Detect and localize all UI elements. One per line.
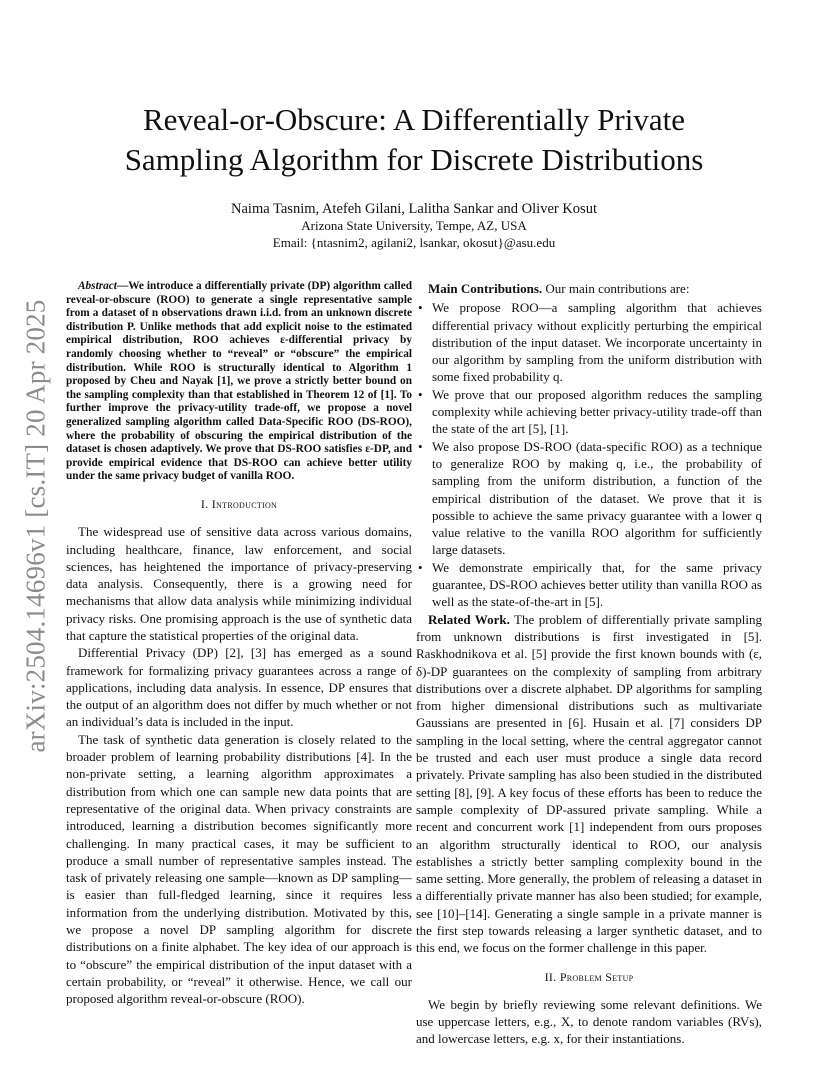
related-work-paragraph: [416, 611, 762, 957]
section-number: I.: [200, 496, 209, 511]
author-emails: Email: {ntasnim2, agilani2, lsankar, okosut}@asu.edu: [272, 235, 556, 250]
section-heading-introduction: [66, 496, 412, 513]
related-work-text: The problem of differentially private sampling from unknown distributions is first investigated in [5]. Raskhodnikova et al. [5] provide the first known bounds with (ε, δ)-DP guarantees on the complexity of sampling from arbitrary distributions over a discrete alphabet. DP algorithms for sampling from higher dimensional distributions such as multivariate Gaussians are presented in [6]. Husain et al. [7] considers DP sampling in the local setting, where the central aggregator cannot be trusted and each user must produce a single data record privately. Private sampling has also been studied in the distributed setting [8], [9]. A key focus of these efforts has been to reduce the sample complexity of DP-assured private sampling. While a recent and concurrent work [1] independent from ours proposes an algorithm structurally identical to ROO, our analysis establishes a strictly better sampling complexity bound in the same setting. More generally, the problem of releasing a dataset in a differentially private manner has also been studied; for example, see [10]–[14]. Generating a single sample in a private manner is the first step towards releasing a larger synthetic dataset, and to this end, we focus on the former challenge in this paper.: [416, 611, 762, 956]
problem-setup-paragraph: We begin by briefly reviewing some relevant definitions. We use uppercase letters, e.g., X, to denote random variables (RVs), and lowercase letters, e.g. x, for their instantiations.: [416, 996, 762, 1047]
contributions-heading: Main Contributions.: [428, 281, 543, 296]
contribution-item: • We prove that our proposed algorithm reduces the sampling complexity while achieving better privacy-utility trade-off than the state of the art [5], [1].: [416, 386, 762, 438]
author-list: Naima Tasnim, Atefeh Gilani, Lalitha Sankar and Oliver Kosut: [231, 201, 597, 217]
contribution-item: • We also propose DS-ROO (data-specific ROO) as a technique to generalize ROO by making q, i.e., the probability of sampling from the uniform distribution, a function of the empirical distribution of the dataset. We prove that it is possible to achieve the same privacy guarantee with a lower q value relative to the vanilla ROO algorithm for sufficiently large datasets.: [416, 438, 762, 559]
arxiv-side-stamp: [14, 296, 58, 756]
title-line-2: Sampling Algorithm for Discrete Distributions: [124, 142, 704, 177]
section-title: Problem Setup: [559, 969, 634, 984]
contribution-item: • We demonstrate empirically that, for the same privacy guarantee, DS-ROO achieves better utility than vanilla ROO as well as the state-of-the-art in [5].: [416, 559, 762, 611]
section-heading-problem-setup: [416, 969, 762, 986]
abstract: [66, 280, 412, 484]
paper-title: [66, 100, 762, 180]
affiliation: Arizona State University, Tempe, AZ, USA: [301, 218, 527, 233]
abstract-text: —We introduce a differentially private (DP) algorithm called reveal-or-obscure (ROO) to generate a single representative sample from a dataset of n observations drawn i.i.d. from an unknown discrete distribution P. Unlike methods that add explicit noise to the estimated empirical distribution, ROO achieves ε-differential privacy by randomly choosing whether to “reveal” or “obscure” the empirical distribution. While ROO is structurally identical to Algorithm 1 proposed by Cheu and Nayak [1], we prove a strictly better bound on the sampling complexity than that established in Theorem 12 of [1]. To further improve the privacy-utility trade-off, we propose a novel generalized sampling algorithm called Data-Specific ROO (DS-ROO), where the probability of obscuring the empirical distribution of the dataset is chosen adaptively. We prove that DS-ROO satisfies ε-DP, and provide empirical evidence that DS-ROO can achieve better utility under the same privacy budget of vanilla ROO.: [66, 280, 412, 483]
title-line-1: Reveal-or-Obscure: A Differentially Private: [143, 102, 685, 137]
abstract-label: Abstract: [78, 280, 117, 292]
left-column: [66, 280, 412, 1008]
intro-paragraph-3: The task of synthetic data generation is closely related to the broader problem of learning probability distributions [4]. In the non-private setting, a learning algorithm approximates a distribution from which one can sample new data points that are representative of the original data. When privacy constraints are introduced, learning a distribution becomes significantly more challenging. In many practical cases, it may be sufficient to produce a small number of representative samples instead. The task of privately releasing one sample—known as DP sampling—is easier than full-fledged learning, since it requires less information from the underlying distribution. Motivated by this, we propose a novel DP sampling algorithm for discrete distributions on a finite alphabet. The key idea of our approach is to “obscure” the empirical distribution of the input dataset with a certain probability, or “reveal” it otherwise. Hence, we call our proposed algorithm reveal-or-obscure (ROO).: [66, 731, 412, 1007]
section-number: II.: [544, 969, 557, 984]
contributions-list: [416, 299, 762, 610]
section-title: Introduction: [211, 496, 278, 511]
intro-paragraph-1: The widespread use of sensitive data across various domains, including healthcare, finance, law enforcement, and social sciences, has heightened the importance of privacy-preserving data analysis. Consequently, there is a growing need for mechanisms that allow data analysis while minimizing individual privacy risks. One promising approach is the use of synthetic data that capture the statistical properties of the original data.: [66, 524, 412, 643]
contributions-intro-text: Our main contributions are:: [542, 281, 690, 296]
right-column: [416, 280, 762, 1048]
related-work-heading: Related Work.: [428, 611, 510, 627]
contributions-intro: [416, 280, 762, 297]
arxiv-identifier: arXiv:2504.14696v1 [cs.IT] 20 Apr 2025: [20, 299, 51, 753]
intro-paragraph-2: Differential Privacy (DP) [2], [3] has emerged as a sound framework for formalizing privacy guarantees across a range of applications, including data analysis. In essence, DP ensures that the output of an algorithm does not differ by much whether or not an individual’s data is included in the input.: [66, 645, 412, 730]
contribution-item: • We propose ROO—a sampling algorithm that achieves differential privacy without explicitly perturbing the empirical distribution of the input dataset. We incorporate uncertainty in our algorithm by sampling from the uniform distribution with some fixed probability q.: [416, 299, 762, 385]
